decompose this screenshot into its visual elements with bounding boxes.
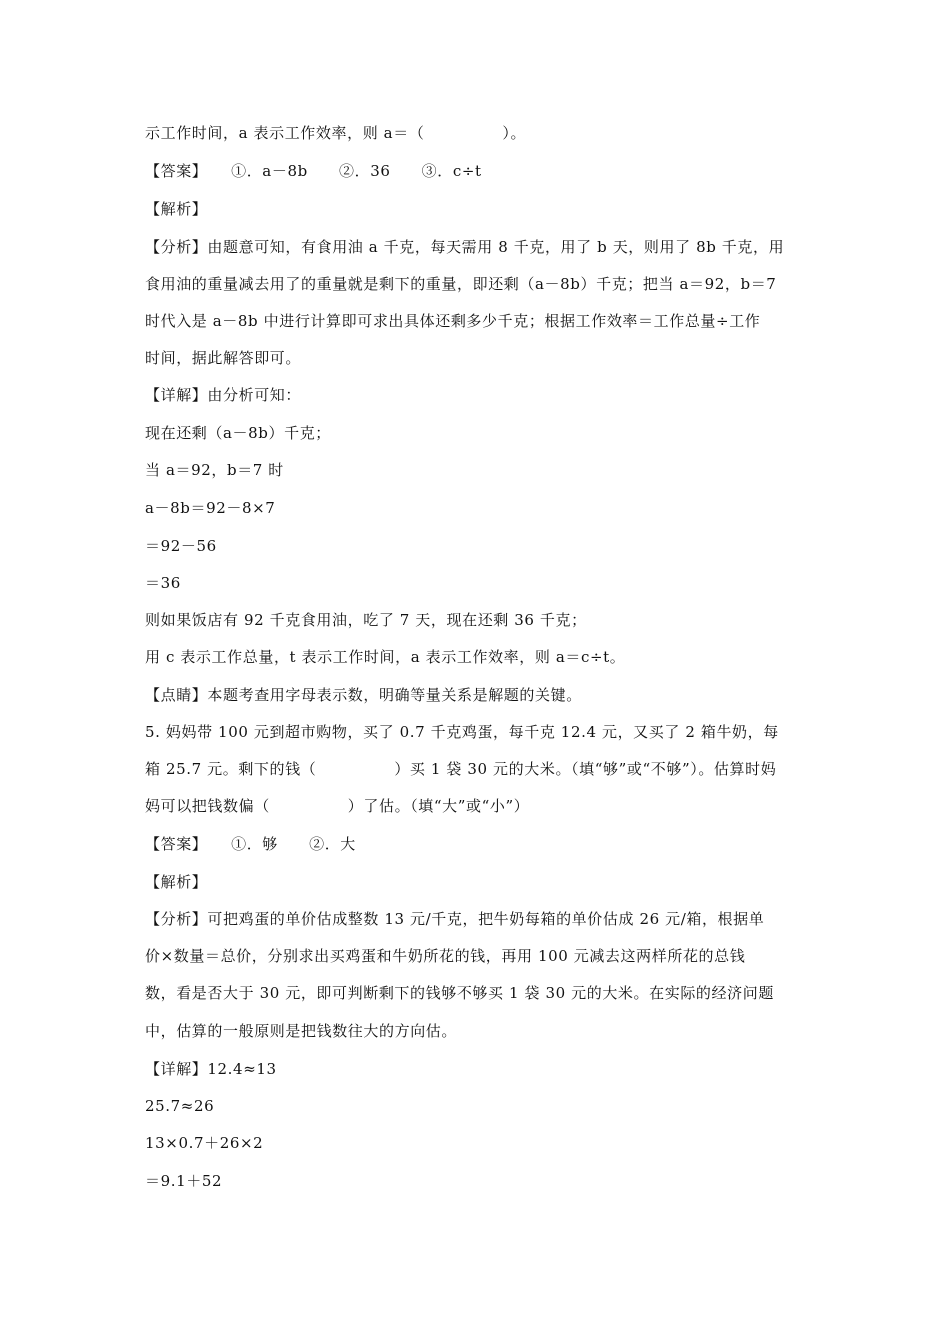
q5-analysis-line: 数，看是否大于 30 元，即可判断剩下的钱够不够买 1 袋 30 元的大米。在实际的经济问题 [145,984,774,1002]
q5-analysis-line: 中，估算的一般原则是把钱数往大的方向估。 [145,1022,458,1040]
q4-detail-line: ＝92－56 [145,537,217,555]
q5-analysis-line: 价×数量＝总价，分别求出买鸡蛋和牛奶所花的钱，再用 100 元减去这两样所花的总钱 [145,947,746,965]
q4-answer: 【答案】 ①．a－8b ②．36 ③．c÷t [145,162,482,180]
q5-question-line: 5. 妈妈带 100 元到超市购物，买了 0.7 千克鸡蛋，每千克 12.4 元，又买了 2 箱牛奶，每 [145,723,779,741]
q4-question-tail: 示工作时间，a 表示工作效率，则 a＝（ ）。 [145,124,527,142]
q4-analysis-line: 时代入是 a－8b 中进行计算即可求出具体还剩多少千克；根据工作效率＝工作总量÷工作 [145,312,761,330]
q4-detail-line: 现在还剩（a－8b）千克； [145,424,331,442]
q5-answer: 【答案】 ①．够 ②．大 [145,835,356,853]
q5-explanation-heading: 【解析】 [145,873,208,891]
q5-question-line: 箱 25.7 元。剩下的钱（ ）买 1 袋 30 元的大米。（填“够”或“不够”）。估算时妈 [145,760,777,778]
q4-detail-line: 则如果饭店有 92 千克食用油，吃了 7 天，现在还剩 36 千克； [145,611,587,629]
q4-analysis-line: 食用油的重量减去用了的重量就是剩下的重量，即还剩（a－8b）千克；把当 a＝92，b＝7 [145,275,777,293]
q4-detail-line: 用 c 表示工作总量，t 表示工作时间，a 表示工作效率，则 a＝c÷t。 [145,648,626,666]
q4-detail-line: a－8b＝92－8×7 [145,499,276,517]
q5-detail-line: 25.7≈26 [145,1097,215,1115]
q5-detail-line: ＝9.1＋52 [145,1172,223,1190]
q4-explanation-heading: 【解析】 [145,200,208,218]
q4-detail-line: 当 a＝92，b＝7 时 [145,461,284,479]
q5-detail-line: 13×0.7＋26×2 [145,1134,264,1152]
q5-question-line: 妈可以把钱数偏（ ）了估。（填“大”或“小”） [145,797,530,815]
q4-analysis-line: 时间，据此解答即可。 [145,349,302,367]
q4-detail-heading: 【详解】由分析可知： [145,386,302,404]
q4-comment: 【点睛】本题考查用字母表示数，明确等量关系是解题的关键。 [145,686,582,704]
q5-analysis-line: 【分析】可把鸡蛋的单价估成整数 13 元/千克，把牛奶每箱的单价估成 26 元/箱，根据单 [145,910,765,928]
q4-detail-line: ＝36 [145,574,181,592]
q5-detail-heading: 【详解】12.4≈13 [145,1060,277,1078]
q4-analysis-line: 【分析】由题意可知，有食用油 a 千克，每天需用 8 千克，用了 b 天，则用了 8b 千克，用 [145,238,785,256]
